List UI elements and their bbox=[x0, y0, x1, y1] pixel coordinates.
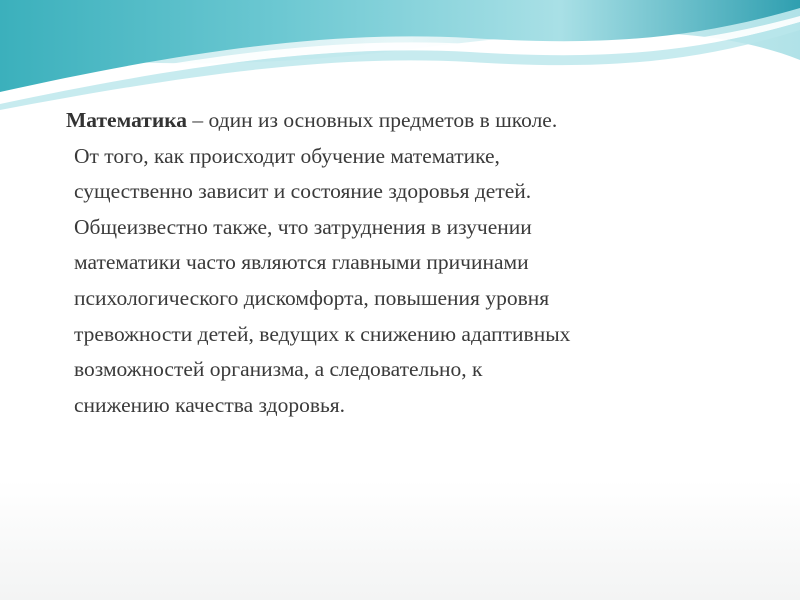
paragraph-line-7: тревожности детей, ведущих к снижению адаптивных bbox=[74, 321, 571, 346]
paragraph-line-3: существенно зависит и состояние здоровья детей. bbox=[74, 179, 532, 204]
paragraph-line-4: Общеизвестно также, что затруднения в изучении bbox=[74, 214, 532, 239]
paragraph-line-1 bbox=[66, 103, 746, 139]
header-wave-decoration bbox=[0, 0, 800, 110]
lead-rest: – один из основных предметов в школе. bbox=[187, 108, 558, 132]
paragraph-line-9: снижению качества здоровья. bbox=[74, 392, 346, 417]
paragraph-line-6: психологического дискомфорта, повышения уровня bbox=[74, 285, 550, 310]
lead-term: Математика bbox=[66, 108, 188, 132]
paragraph-line-5: математики часто являются главными причинами bbox=[74, 250, 529, 275]
main-paragraph bbox=[66, 103, 746, 423]
paragraph-line-2: От того, как происходит обучение математике, bbox=[74, 143, 500, 168]
paragraph-line-8: возможностей организма, а следовательно, к bbox=[74, 357, 483, 382]
